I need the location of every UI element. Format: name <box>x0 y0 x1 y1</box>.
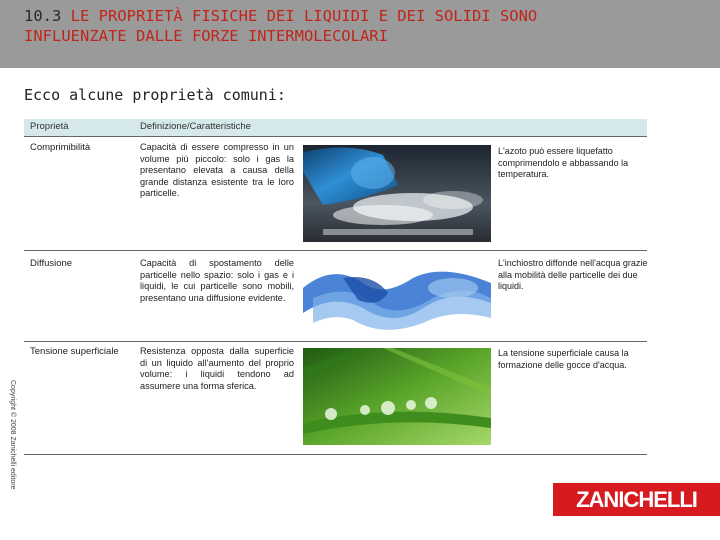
ink-photo <box>303 258 491 340</box>
title-line-2: INFLUENZATE DALLE FORZE INTERMOLECOLARI <box>24 27 388 45</box>
row-divider <box>24 250 647 251</box>
property-surface-tension: Tensione superficiale <box>30 346 119 357</box>
subtitle: Ecco alcune proprietà comuni: <box>24 86 286 104</box>
definition-surface-tension: Resistenza opposta dalla superficie di un liquido all'aumento del proprio volume: i liquidi tendono ad assumere una forma sferica. <box>140 346 294 391</box>
header-bar <box>0 0 720 68</box>
caption-diffusion: L'inchiostro diffonde nell'acqua grazie alla mobilità delle particelle dei due liquidi. <box>498 258 648 291</box>
row-divider <box>24 136 647 137</box>
property-compressibility: Comprimibilità <box>30 142 91 153</box>
row-divider <box>24 341 647 342</box>
header-property: Proprietà <box>30 121 69 132</box>
header-definition: Definizione/Caratteristiche <box>140 121 251 132</box>
properties-table <box>24 119 647 455</box>
caption-compressibility: L'azoto può essere liquefatto comprimendolo e abbassando la temperatura. <box>498 146 629 179</box>
caption-surface-tension: La tensione superficiale causa la formazione delle gocce d'acqua. <box>498 348 629 370</box>
zanichelli-logo: ZANICHELLI <box>553 483 720 516</box>
title-line-1: LE PROPRIETÀ FISICHE DEI LIQUIDI E DEI SOLIDI SONO <box>70 7 538 25</box>
section-number: 10.3 <box>24 7 62 25</box>
page-title <box>24 6 704 46</box>
nitrogen-photo <box>303 145 491 242</box>
copyright-note: Copyright © 2008 Zanichelli editore <box>9 380 16 490</box>
definition-diffusion: Capacità di spostamento delle particelle nello spazio: solo i gas e i liquidi, le cui particelle sono mobili, presentano una diffusione evidente. <box>140 258 294 303</box>
table-bottom-border <box>24 454 647 455</box>
property-diffusion: Diffusione <box>30 258 73 269</box>
water-drops-photo <box>303 348 491 445</box>
table-header <box>24 119 647 136</box>
definition-compressibility: Capacità di essere compresso in un volume più piccolo: solo i gas la presentano elevata a causa della grande distanza esistente tra le loro particelle. <box>140 142 294 198</box>
